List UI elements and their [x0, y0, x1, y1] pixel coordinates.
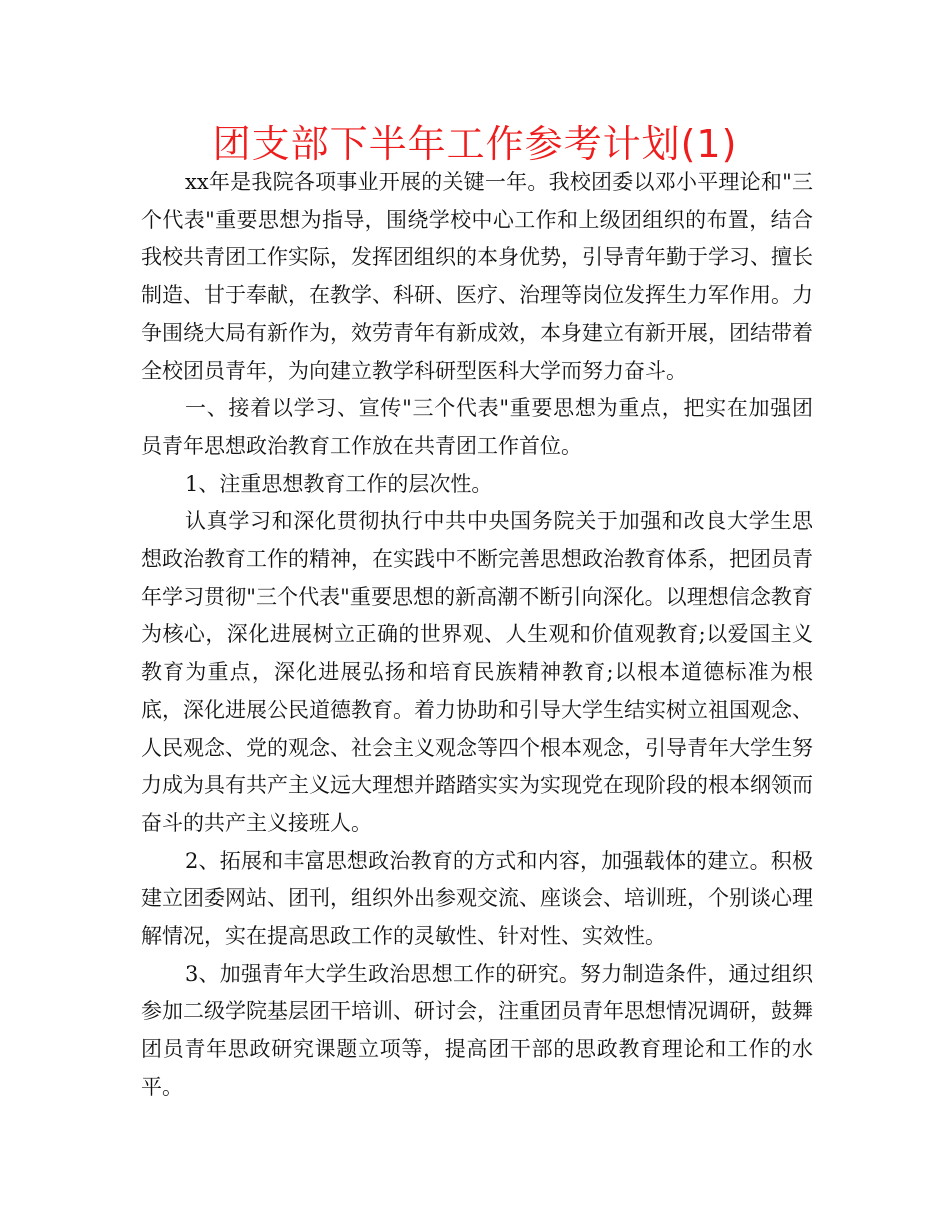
paragraph-item-2: 2、拓展和丰富思想政治教育的方式和内容，加强载体的建立。积极建立团委网站、团刊，组织外出参观交流、座谈会、培训班，个别谈心理解情况，实在提高思政工作的灵敏性、针对性、实效性。: [141, 848, 813, 949]
paragraph-item-1-body: 认真学习和深化贯彻执行中共中央国务院关于加强和改良大学生思想政治教育工作的精神，在实践中不断完善思想政治教育体系，把团员青年学习贯彻"三个代表"重要思想的新高潮不断引向深化。以理想信念教育为核心，深化进展树立正确的世界观、人生观和价值观教育;以爱国主义教育为重点，深化进展弘扬和培育民族精神教育;以根本道德标准为根底，深化进展公民道德教育。着力协助和引导大学生结实树立祖国观念、人民观念、党的观念、社会主义观念等四个根本观念，引导青年大学生努力成为具有共产主义远大理想并踏踏实实为实现党在现阶段的根本纲领而奋斗的共产主义接班人。: [141, 509, 813, 835]
paragraph-section-1-heading: 一、接着以学习、宣传"三个代表"重要思想为重点，把实在加强团员青年思想政治教育工作放在共青团工作首位。: [141, 396, 813, 458]
paragraph-item-3: 3、加强青年大学生政治思想工作的研究。努力制造条件，通过组织参加二级学院基层团干培训、研讨会，注重团员青年思想情况调研，鼓舞团员青年思政研究课题立项等，提高团干部的思政教育理论和工作的水平。: [141, 961, 813, 1099]
document-title: 团支部下半年工作参考计划(1): [212, 122, 738, 166]
paragraph-intro: xx年是我院各项事业开展的关键一年。我校团委以邓小平理论和"三个代表"重要思想为指导，围绕学校中心工作和上级团组织的布置，结合我校共青团工作实际，发挥团组织的本身优势，引导青年勤于学习、擅长制造、甘于奉献，在教学、科研、医疗、治理等岗位发挥生力军作用。力争围绕大局有新作为，效劳青年有新成效，本身建立有新开展，团结带着全校团员青年，为向建立教学科研型医科大学而努力奋斗。: [141, 170, 813, 383]
paragraph-item-1-heading: 1、注重思想教育工作的层次性。: [185, 471, 493, 496]
document-body: [141, 164, 813, 1107]
